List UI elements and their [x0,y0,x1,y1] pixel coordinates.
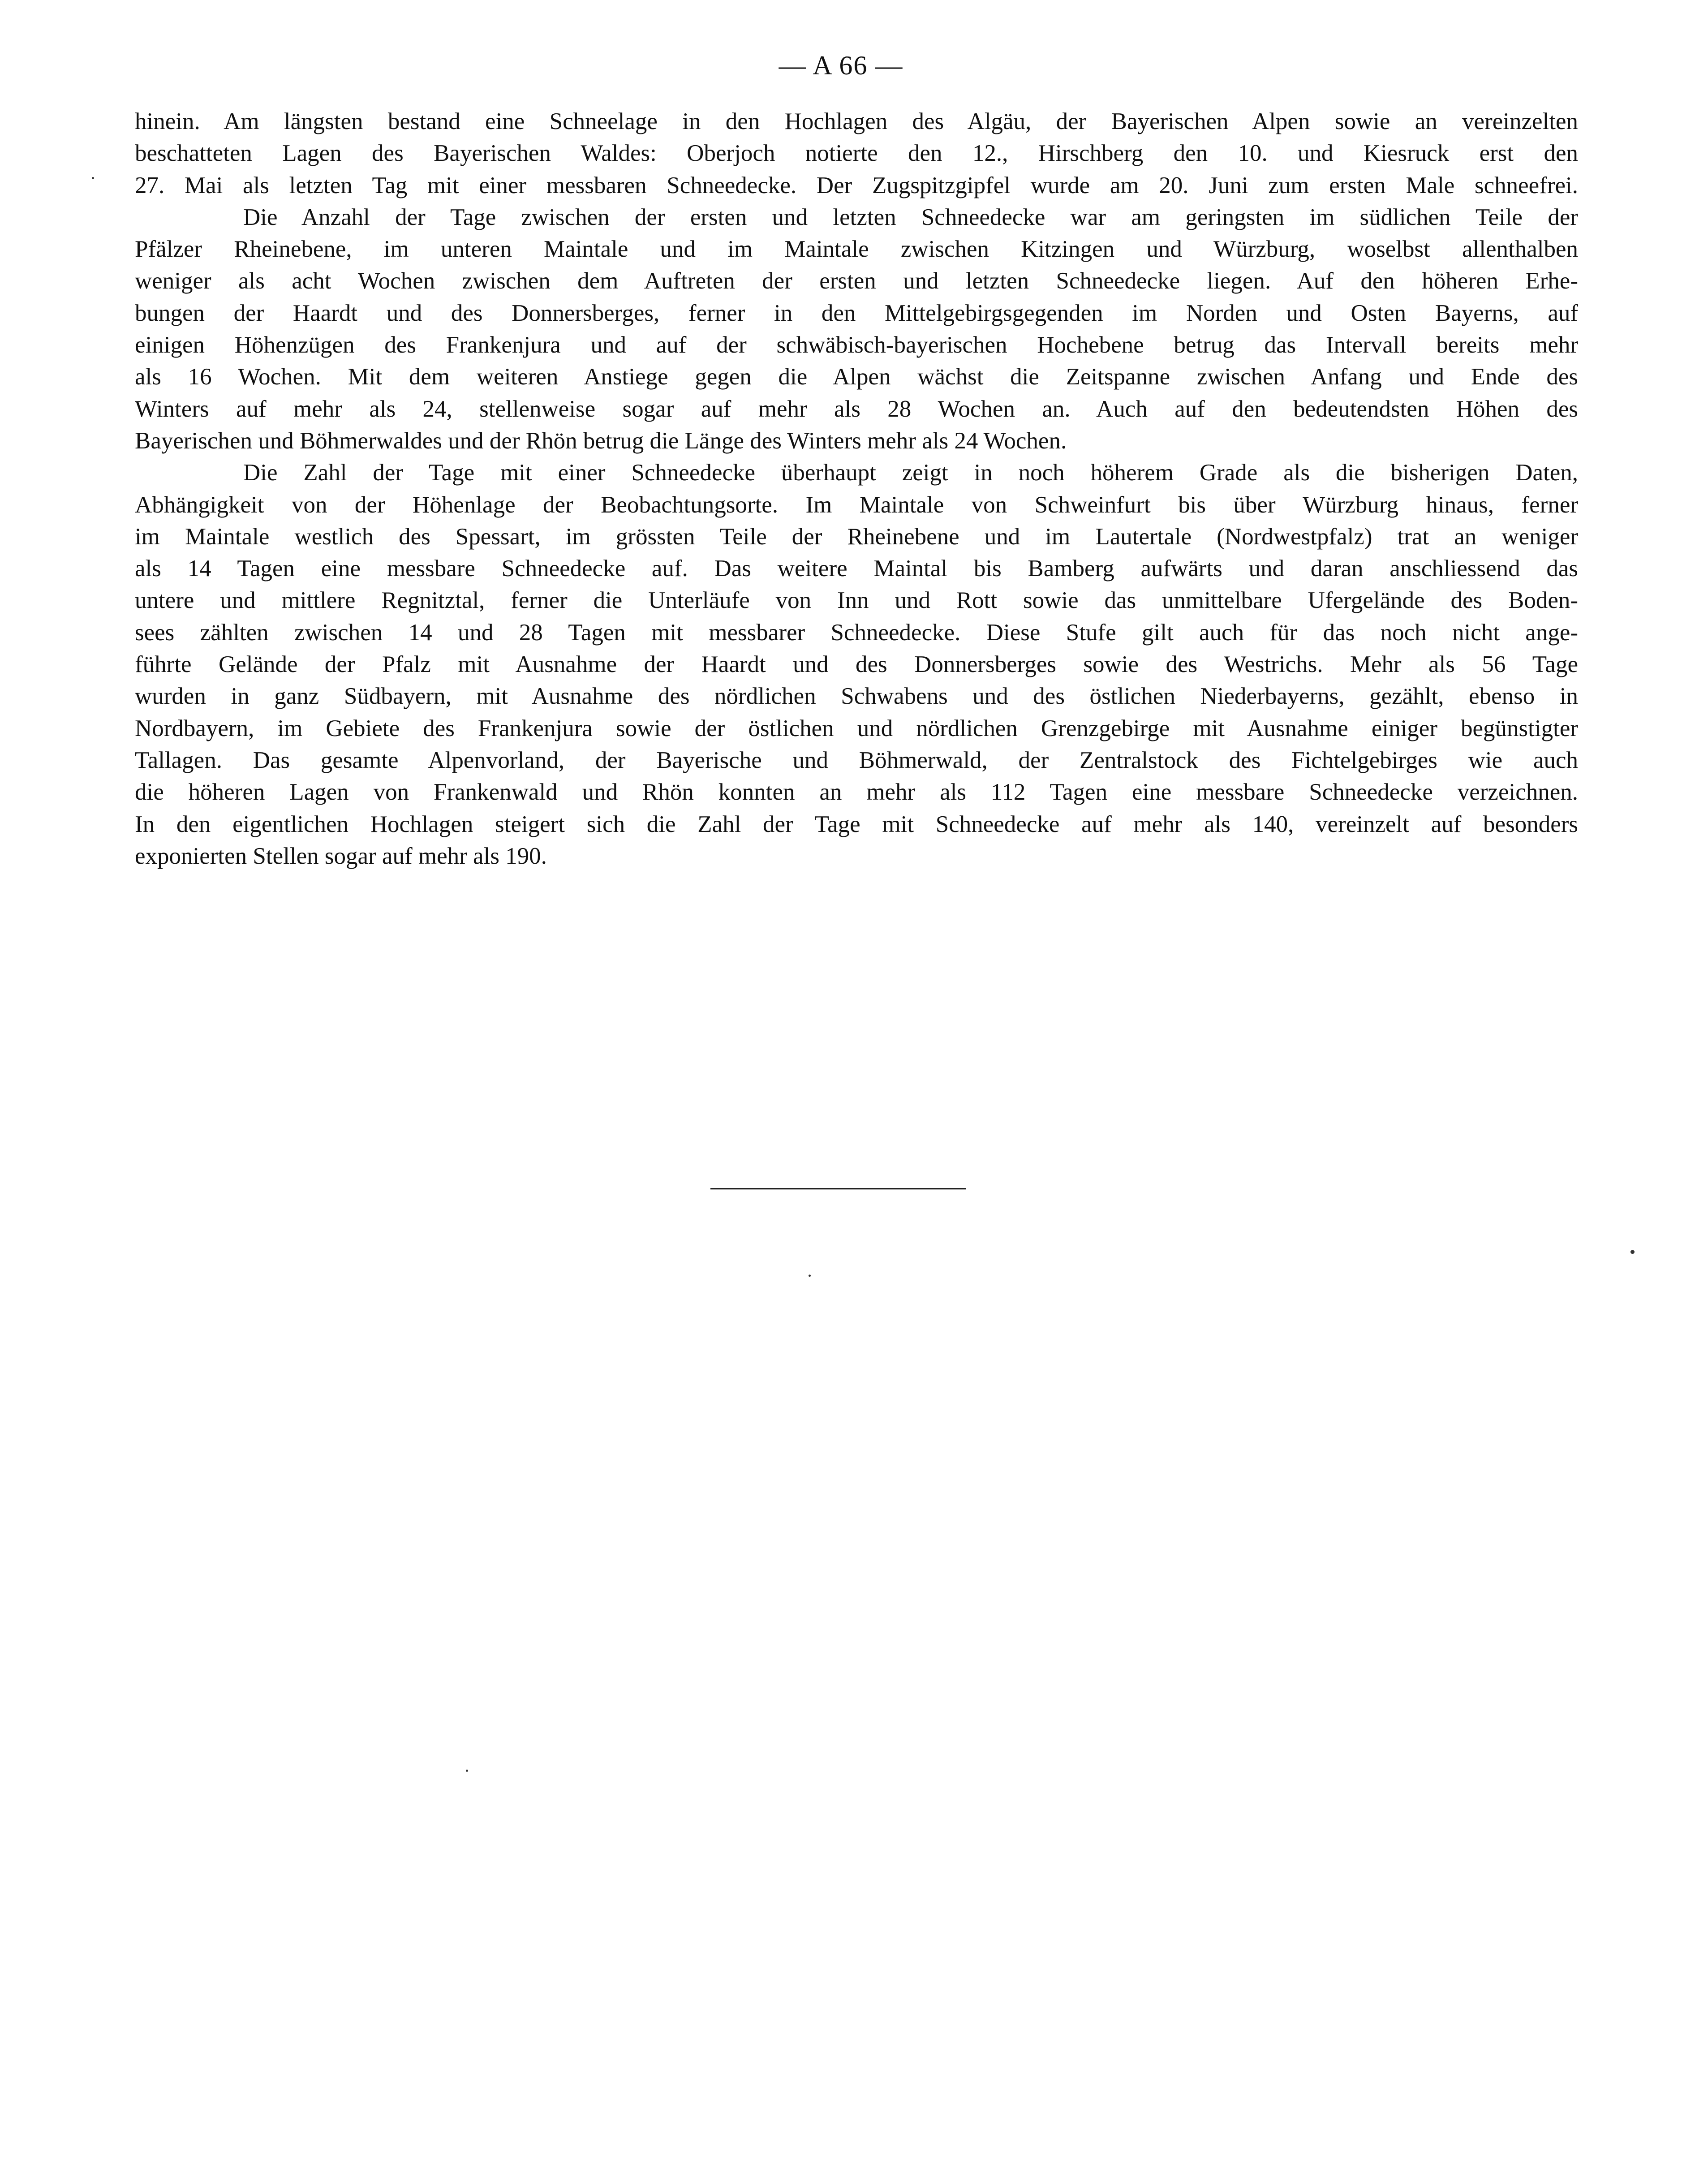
scan-speck [1630,1250,1635,1254]
text-line: im Maintale westlich des Spessart, im grössten Teile der Rheinebene und im Lautertale (Nordwestpfalz) trat an weniger [135,523,1578,550]
text-line: Bayerischen und Böhmerwaldes und der Rhön betrug die Länge des Winters mehr als 24 Wochen. [135,427,1067,454]
text-line: Winters auf mehr als 24, stellenweise sogar auf mehr als 28 Wochen an. Auch auf den bedeutendsten Höhen des [135,396,1578,422]
text-line: beschatteten Lagen des Bayerischen Waldes: Oberjoch notierte den 12., Hirschberg den 10. und Kiesruck erst den [135,140,1578,167]
section-end-rule [710,1188,966,1189]
text-line: führte Gelände der Pfalz mit Ausnahme der Haardt und des Donnersberges sowie des Westrichs. Mehr als 56 Tage [135,651,1578,678]
text-line: einigen Höhenzügen des Frankenjura und auf der schwäbisch-bayerischen Hochebene betrug das Intervall bereits mehr [135,332,1578,358]
text-line: sees zählten zwischen 14 und 28 Tagen mit messbarer Schneedecke. Diese Stufe gilt auch für das noch nicht ange- [135,619,1578,646]
scan-speck [466,1770,468,1772]
body-text [135,106,1578,872]
text-line: exponierten Stellen sogar auf mehr als 190. [135,843,547,869]
text-line: als 16 Wochen. Mit dem weiteren Anstiege gegen die Alpen wächst die Zeitspanne zwischen Anfang und Ende des [135,364,1578,390]
text-line: Abhängigkeit von der Höhenlage der Beobachtungsorte. Im Maintale von Schweinfurt bis über Würzburg hinaus, ferner [135,491,1578,518]
scan-speck [809,1275,811,1277]
text-line: bungen der Haardt und des Donnersberges, ferner in den Mittelgebirgsgegenden im Norden und Osten Bayerns, auf [135,300,1578,326]
scan-speck [92,177,94,179]
page-number: — A 66 — [779,51,903,80]
text-line: als 14 Tagen eine messbare Schneedecke auf. Das weitere Maintal bis Bamberg aufwärts und daran anschliessend das [135,556,1578,582]
text-line: wurden in ganz Südbayern, mit Ausnahme des nördlichen Schwabens und des östlichen Niederbayerns, gezählt, ebenso in [135,683,1578,710]
text-line: Tallagen. Das gesamte Alpenvorland, der Bayerische und Böhmerwald, der Zentralstock des Fichtelgebirges wie auch [135,747,1578,773]
text-line: weniger als acht Wochen zwischen dem Auftreten der ersten und letzten Schneedecke liegen. Auf den höheren Erhe- [135,268,1578,294]
text-line: Pfälzer Rheinebene, im unteren Maintale und im Maintale zwischen Kitzingen und Würzburg, woselbst allenthalben [135,236,1578,263]
text-line: In den eigentlichen Hochlagen steigert sich die Zahl der Tage mit Schneedecke auf mehr als 140, vereinzelt auf besonders [135,811,1578,837]
text-line: Nordbayern, im Gebiete des Frankenjura sowie der östlichen und nördlichen Grenzgebirge mit Ausnahme einiger begünstigter [135,715,1578,741]
text-line: Die Zahl der Tage mit einer Schneedecke überhaupt zeigt in noch höherem Grade als die bisherigen Daten, [243,460,1578,486]
text-line: hinein. Am längsten bestand eine Schneelage in den Hochlagen des Algäu, der Bayerischen Alpen sowie an vereinzelten [135,108,1578,134]
text-line: Die Anzahl der Tage zwischen der ersten und letzten Schneedecke war am geringsten im südlichen Teile der [243,204,1578,230]
text-line: untere und mittlere Regnitztal, ferner die Unterläufe von Inn und Rott sowie das unmittelbare Ufergelände des Boden- [135,587,1578,614]
text-line: die höheren Lagen von Frankenwald und Rhön konnten an mehr als 112 Tagen eine messbare Schneedecke verzeichnen. [135,779,1578,806]
text-line: 27. Mai als letzten Tag mit einer messbaren Schneedecke. Der Zugspitzgipfel wurde am 20. Juni zum ersten Male schneefrei. [135,172,1578,198]
